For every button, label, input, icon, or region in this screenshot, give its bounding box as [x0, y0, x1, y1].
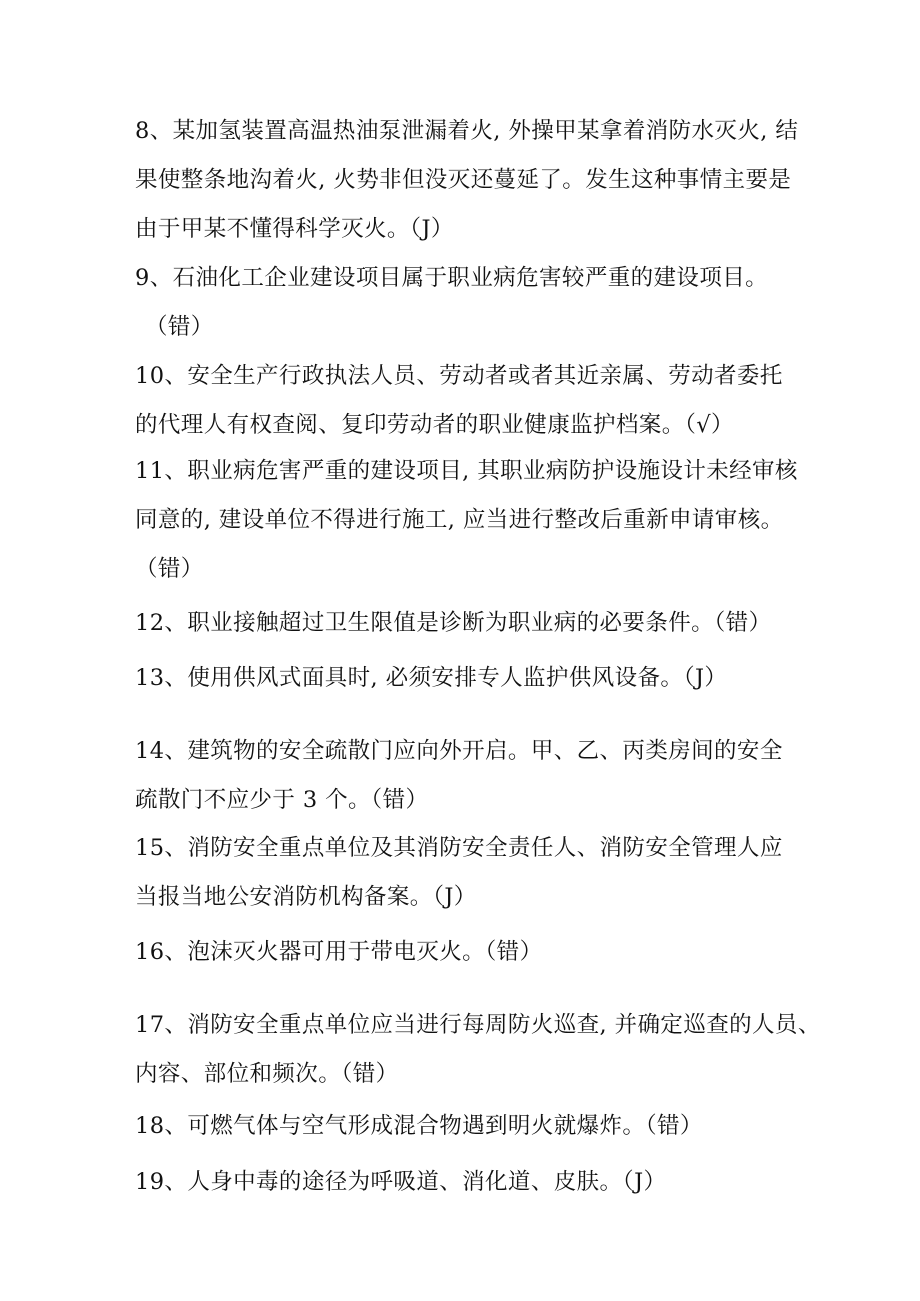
question-18: [135, 1102, 795, 1151]
question-14-line-1: 14、建筑物的安全疏散门应向外开启。甲、乙、丙类房间的安全: [135, 738, 783, 764]
question-8-line-2: 果使整条地沟着火, 火势非但没灭还蔓延了。发生这种事情主要是: [135, 167, 792, 193]
question-11-line-2: 同意的, 建设单位不得进行施工, 应当进行整改后重新申请审核。: [135, 507, 784, 533]
question-13-line-1: 13、使用供风式面具时, 必须安排专人监护供风设备。（J）: [135, 665, 728, 691]
question-9: [135, 254, 795, 352]
question-10-line-1: 10、安全生产行政执法人员、劳动者或者其近亲属、劳动者委托: [135, 363, 783, 389]
question-18-line-1: 18、可燃气体与空气形成混合物遇到明火就爆炸。（错）: [135, 1113, 703, 1139]
question-10: [135, 352, 795, 450]
question-15-line-2: 当报当地公安消防机构备案。（J）: [135, 884, 477, 910]
question-8-line-3: 由于甲某不懂得科学灭火。（J）: [135, 216, 454, 242]
question-8-line-1: 8、某加氢装置高温热油泵泄漏着火, 外操甲某拿着消防水灭火, 结: [135, 118, 799, 144]
question-11: [135, 447, 798, 594]
question-14-line-2: 疏散门不应少于 3 个。（错）: [135, 787, 429, 813]
question-17-line-2: 内容、部位和频次。（错）: [135, 1061, 399, 1087]
question-19-line-1: 19、人身中毒的途径为呼吸道、消化道、皮肤。（J）: [135, 1169, 667, 1195]
question-11-line-1: 11、职业病危害严重的建设项目, 其职业病防护设施设计未经审核: [135, 458, 798, 484]
question-9-line-1: 9、石油化工企业建设项目属于职业病危害较严重的建设项目。: [135, 265, 769, 291]
question-9-line-2: （错）: [145, 314, 214, 340]
question-19: [135, 1158, 795, 1207]
question-15-line-1: 15、消防安全重点单位及其消防安全责任人、消防安全管理人应: [135, 835, 783, 861]
question-11-line-3: （错）: [135, 556, 204, 582]
question-12-line-1: 12、职业接触超过卫生限值是诊断为职业病的必要条件。（错）: [135, 610, 772, 636]
question-10-line-2: 的代理人有权查阅、复印劳动者的职业健康监护档案。（√）: [135, 412, 734, 438]
question-16: [135, 928, 795, 977]
question-16-line-1: 16、泡沫灭火器可用于带电灭火。（错）: [135, 939, 543, 965]
question-12: [135, 599, 795, 648]
question-17: [135, 1001, 821, 1099]
question-8: [135, 107, 799, 254]
question-13: [135, 654, 795, 703]
question-17-line-1: 17、消防安全重点单位应当进行每周防火巡查, 并确定巡查的人员、: [135, 1012, 821, 1038]
question-14: [135, 727, 795, 825]
question-15: [135, 824, 795, 922]
